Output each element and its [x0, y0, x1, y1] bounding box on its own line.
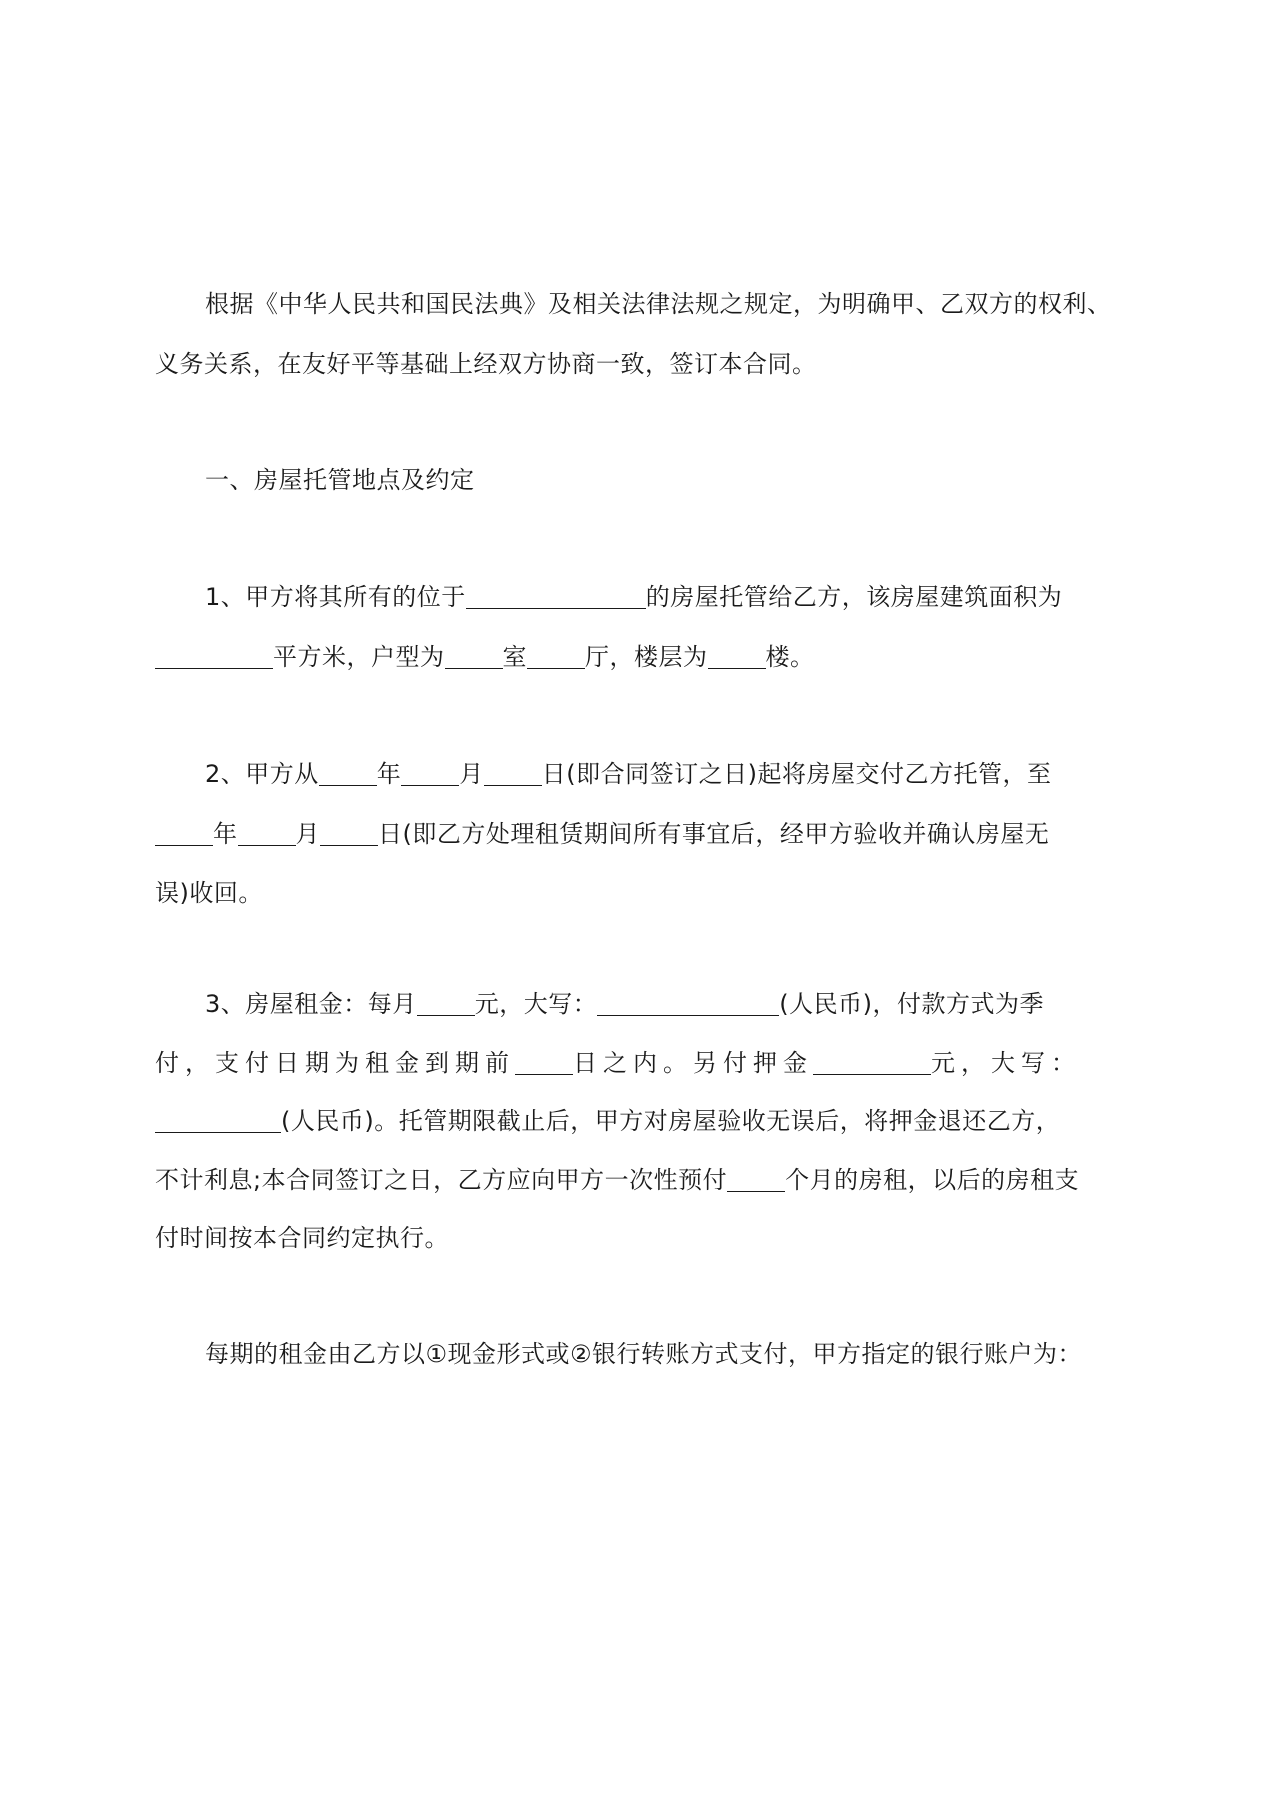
blank-prepay-months — [727, 1165, 785, 1192]
clause3-line-2 — [155, 1046, 1135, 1080]
clause1-text: 楼。 — [765, 643, 815, 671]
clause3-text: 付，支付日期为租金到期前 — [155, 1049, 515, 1077]
blank-pay-days — [515, 1048, 573, 1075]
clause1-line-1 — [205, 580, 1135, 614]
blank-end-day — [320, 819, 378, 846]
clause3-line-3 — [155, 1104, 1135, 1138]
clause2-text: 2、甲方从 — [205, 760, 319, 788]
blank-deposit-capital — [155, 1106, 281, 1133]
blank-location — [466, 582, 646, 609]
clause2-line-2 — [155, 817, 1135, 851]
clause3-text: 不计利息;本合同签订之日，乙方应向甲方一次性预付 — [155, 1166, 728, 1194]
section-heading — [205, 463, 1135, 497]
blank-halls — [527, 642, 585, 669]
intro-text-2: 义务关系，在友好平等基础上经双方协商一致，签订本合同。 — [155, 350, 817, 378]
clause2-text: 日(即合同签订之日)起将房屋交付乙方托管，至 — [541, 760, 1052, 788]
blank-rent-capital — [597, 989, 779, 1016]
clause3-text: (人民币)，付款方式为季 — [779, 990, 1045, 1018]
blank-rooms — [445, 642, 503, 669]
clause1-text: 厅，楼层为 — [585, 643, 708, 671]
clause3-text: (人民币)。托管期限截止后，甲方对房屋验收无误后，将押金退还乙方， — [281, 1107, 1061, 1135]
blank-floor — [708, 642, 766, 669]
clause3-line-4 — [155, 1163, 1135, 1197]
clause2-line-1 — [205, 757, 1135, 791]
blank-monthly-rent — [417, 989, 475, 1016]
clause2-text: 年 — [376, 760, 402, 788]
intro-line-1 — [205, 287, 1135, 321]
clause1-text: 1、甲方将其所有的位于 — [205, 583, 466, 611]
clause3-text: 元，大写： — [931, 1049, 1081, 1077]
blank-end-year — [155, 819, 213, 846]
clause1-text: 的房屋托管给乙方，该房屋建筑面积为 — [645, 583, 1063, 611]
blank-deposit — [813, 1048, 931, 1075]
section-heading-text: 一、房屋托管地点及约定 — [205, 466, 475, 494]
payment-line — [205, 1337, 1135, 1371]
clause3-text: 个月的房租，以后的房租支 — [785, 1166, 1080, 1194]
intro-line-2 — [155, 347, 1135, 381]
blank-end-month — [238, 819, 296, 846]
clause2-text: 年 — [213, 820, 238, 848]
clause3-line-1 — [205, 987, 1135, 1021]
clause3-text: 元，大写： — [474, 990, 598, 1018]
clause3-line-5 — [155, 1221, 1135, 1255]
clause2-line-3 — [155, 876, 1135, 910]
clause1-text: 室 — [502, 643, 527, 671]
intro-text-1: 根据《中华人民共和国民法典》及相关法律法规之规定，为明确甲、乙双方的权利、 — [205, 290, 1112, 318]
clause3-text: 日之内。另付押金 — [573, 1049, 813, 1077]
blank-start-month — [401, 759, 459, 786]
clause3-text: 付时间按本合同约定执行。 — [155, 1224, 449, 1252]
clause2-text: 月 — [295, 820, 320, 848]
blank-start-day — [484, 759, 542, 786]
clause2-text: 月 — [459, 760, 484, 788]
clause2-text: 日(即乙方处理租赁期间所有事宜后，经甲方验收并确认房屋无 — [378, 820, 1050, 848]
clause2-text: 误)收回。 — [155, 879, 263, 907]
payment-text: 每期的租金由乙方以①现金形式或②银行转账方式支付，甲方指定的银行账户为： — [205, 1340, 1083, 1368]
blank-start-year — [319, 759, 377, 786]
blank-area — [155, 642, 273, 669]
clause1-text: 平方米，户型为 — [273, 643, 445, 671]
clause1-line-2 — [155, 640, 1135, 674]
clause3-text: 3、房屋租金：每月 — [205, 990, 417, 1018]
